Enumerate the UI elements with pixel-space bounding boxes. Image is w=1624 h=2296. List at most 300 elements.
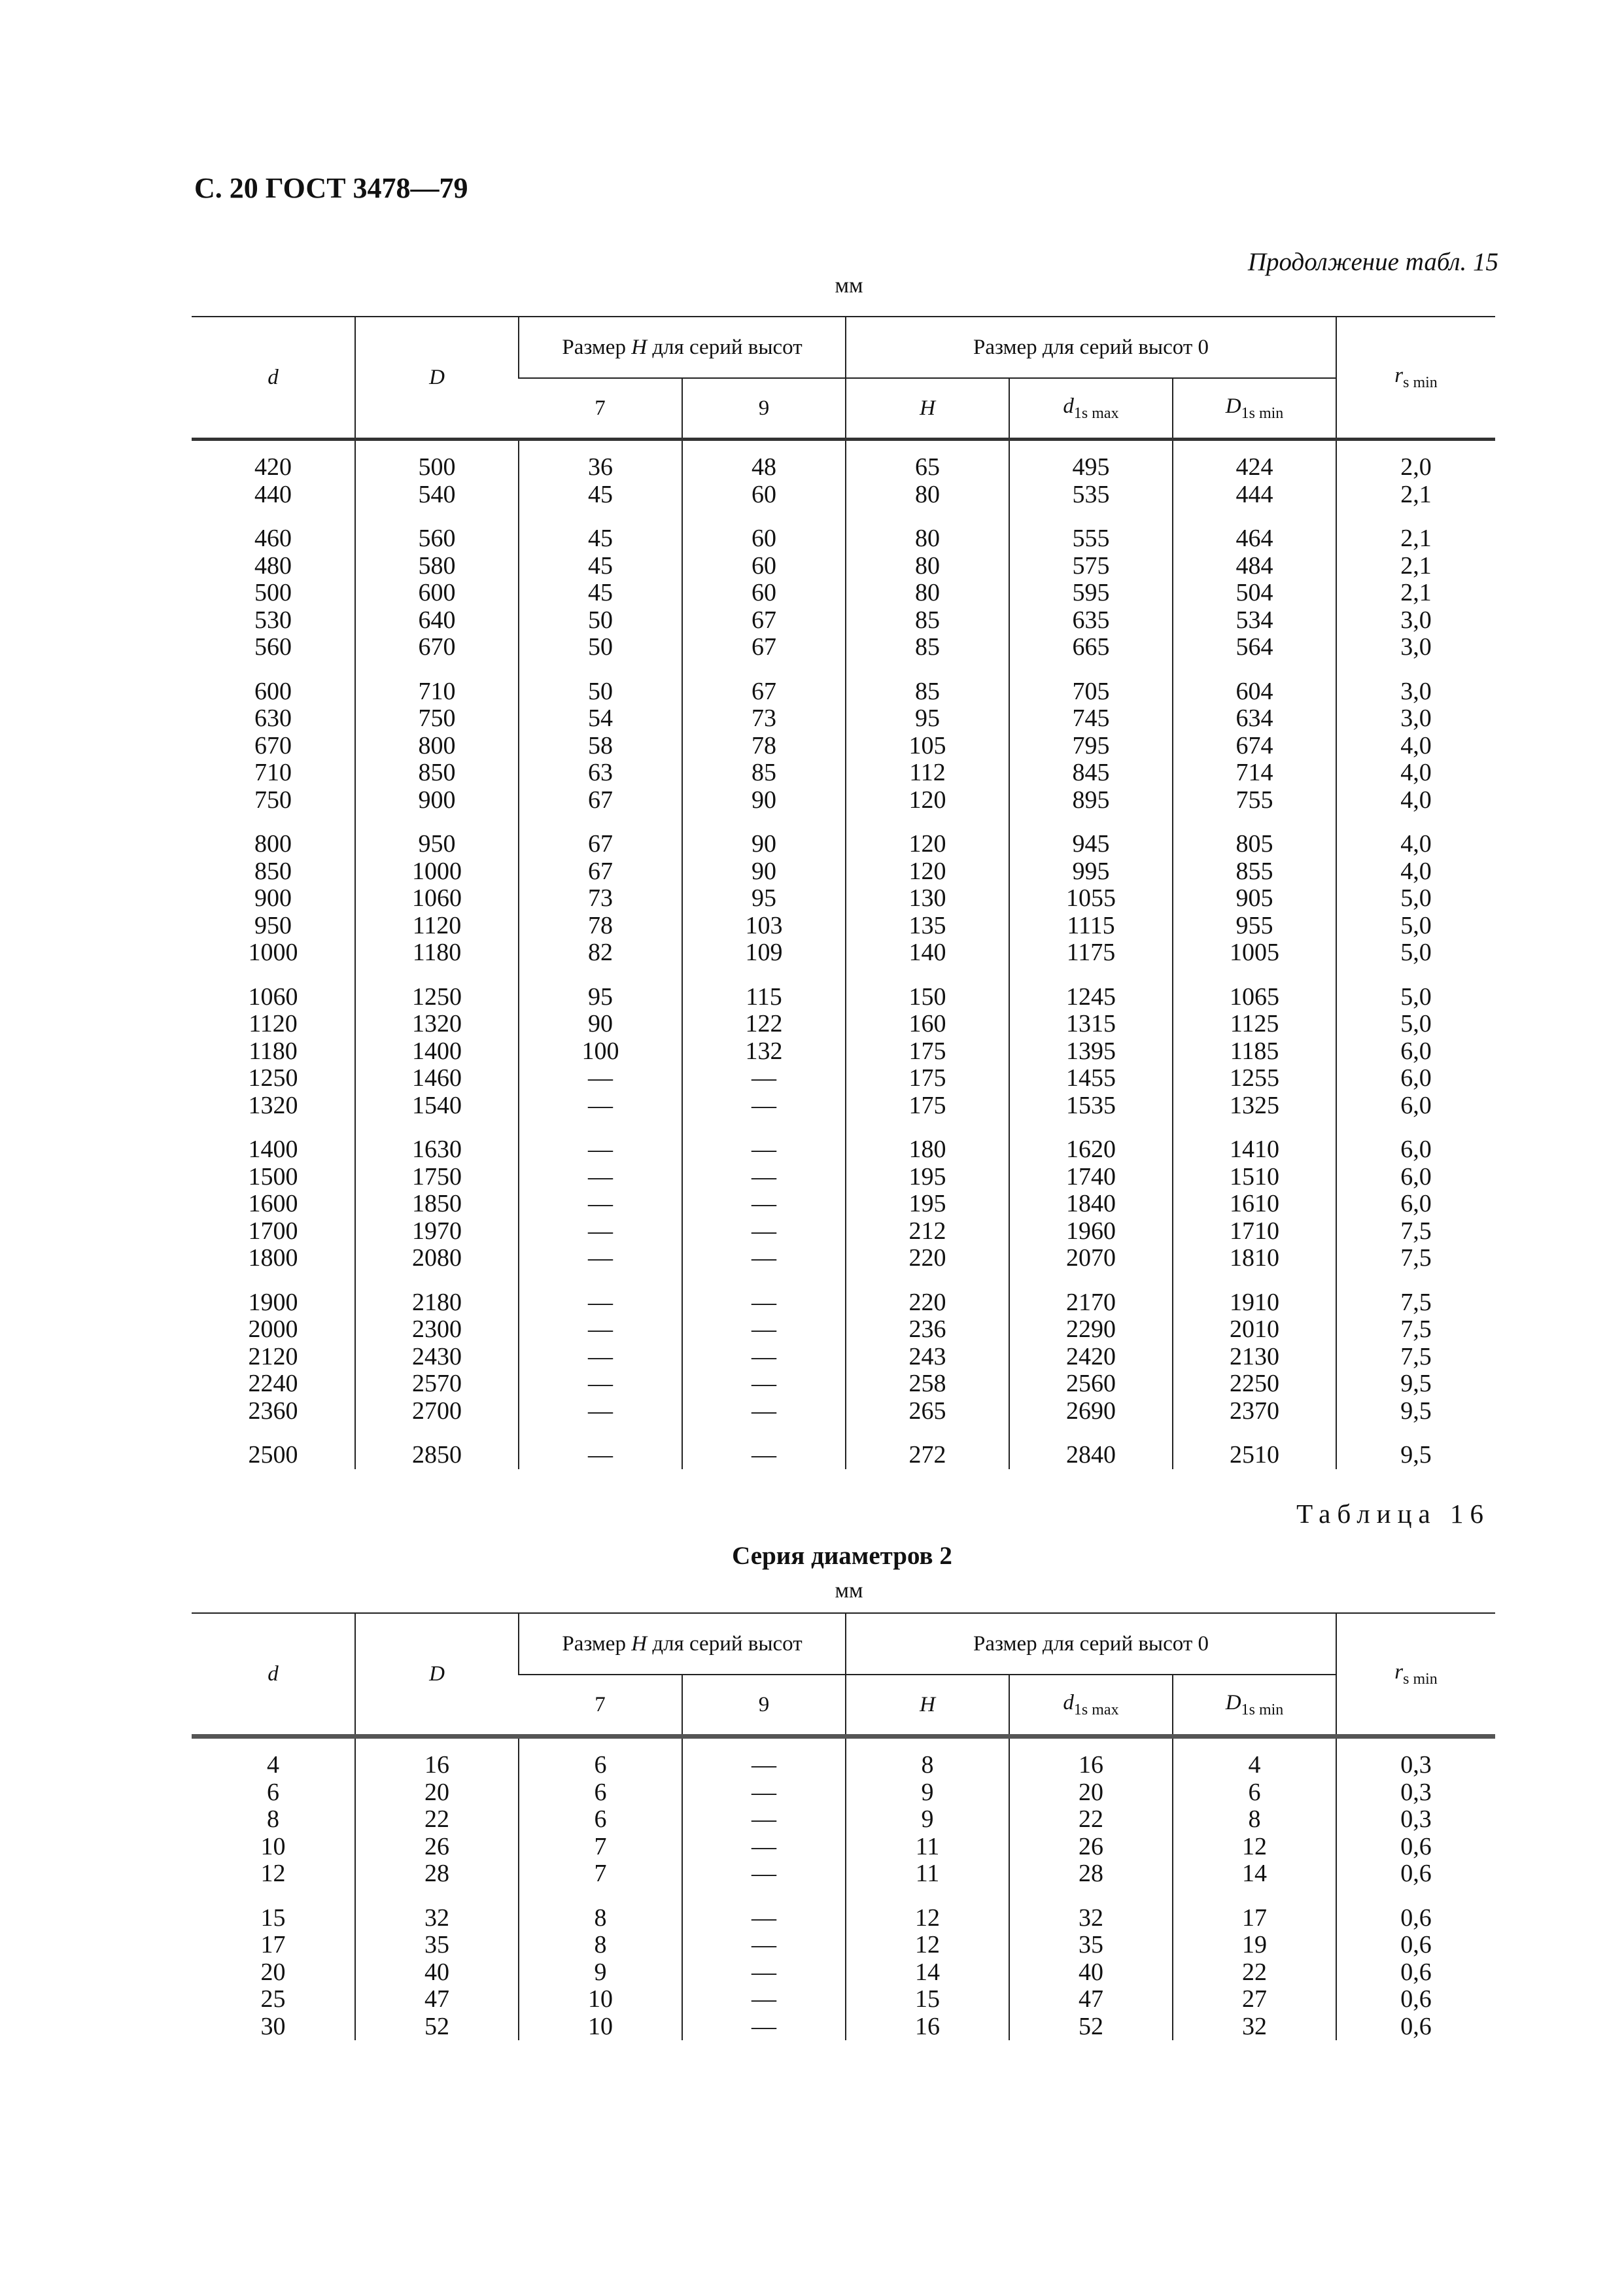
table-cell: 1320 bbox=[355, 1011, 519, 1038]
table-row bbox=[192, 440, 1495, 481]
table-cell: 850 bbox=[355, 759, 519, 787]
table-cell: 35 bbox=[1009, 1932, 1173, 1959]
table-row bbox=[192, 508, 1495, 553]
table-cell: 6,0 bbox=[1336, 1164, 1495, 1191]
table-cell: — bbox=[682, 1986, 846, 2013]
table-row bbox=[192, 1425, 1495, 1469]
table-cell: 955 bbox=[1173, 913, 1336, 940]
table-cell: 1175 bbox=[1009, 939, 1173, 967]
col-series-9: 9 bbox=[682, 1675, 846, 1737]
table-cell: 1255 bbox=[1173, 1065, 1336, 1092]
table-row bbox=[192, 1164, 1495, 1191]
table-cell: 800 bbox=[254, 830, 292, 858]
table-cell: 1610 bbox=[1173, 1191, 1336, 1218]
table-cell: 175 bbox=[846, 1092, 1009, 1120]
table-row bbox=[192, 1218, 1495, 1245]
table-cell: 26 bbox=[1009, 1834, 1173, 1861]
table-cell: 9,5 bbox=[1336, 1398, 1495, 1425]
table-cell: 6,0 bbox=[1336, 1092, 1495, 1120]
table-row bbox=[192, 1092, 1495, 1120]
table-cell: 15 bbox=[846, 1986, 1009, 2013]
table-row bbox=[192, 607, 1495, 635]
table-cell: 12 bbox=[846, 1932, 1009, 1959]
table-cell: 1120 bbox=[355, 913, 519, 940]
table-cell: 5,0 bbox=[1336, 967, 1495, 1011]
table-cell: 1960 bbox=[1009, 1218, 1173, 1245]
table-cell: 73 bbox=[519, 885, 682, 913]
table-cell: 674 bbox=[1173, 733, 1336, 760]
table-cell: 2420 bbox=[1009, 1344, 1173, 1371]
col-r-s-min: $r_{s min}$ bbox=[1336, 1613, 1495, 1737]
table-cell: 7,5 bbox=[1336, 1344, 1495, 1371]
table-cell: 710 bbox=[254, 759, 292, 786]
table-cell: 1245 bbox=[1009, 967, 1173, 1011]
table-cell: — bbox=[682, 1779, 846, 1807]
table-cell: 12 bbox=[1173, 1834, 1336, 1861]
table-cell: 85 bbox=[846, 661, 1009, 706]
table-cell: 272 bbox=[846, 1425, 1009, 1469]
table-row bbox=[192, 814, 1495, 858]
table-cell: 212 bbox=[846, 1218, 1009, 1245]
table-cell: — bbox=[519, 1272, 682, 1317]
table-cell: 665 bbox=[1009, 634, 1173, 661]
table-cell: 122 bbox=[682, 1011, 846, 1038]
table-cell: 50 bbox=[519, 634, 682, 661]
table-cell: 17 bbox=[1173, 1888, 1336, 1932]
table-row bbox=[192, 787, 1495, 814]
table-cell: 52 bbox=[355, 2013, 519, 2041]
table-cell: 500 bbox=[355, 440, 519, 481]
table-cell: 195 bbox=[846, 1191, 1009, 1218]
table-cell: 640 bbox=[355, 607, 519, 635]
table-cell: 175 bbox=[846, 1065, 1009, 1092]
table-cell: 0,6 bbox=[1336, 1959, 1495, 1987]
table-cell: 2120 bbox=[248, 1342, 298, 1370]
table-cell: 80 bbox=[846, 553, 1009, 580]
table-cell: 2560 bbox=[1009, 1370, 1173, 1398]
table-row bbox=[192, 1344, 1495, 1371]
table-cell: 900 bbox=[355, 787, 519, 814]
table-cell: 180 bbox=[846, 1119, 1009, 1164]
table-cell: 950 bbox=[355, 814, 519, 858]
table-cell: 1315 bbox=[1009, 1011, 1173, 1038]
table-cell: 0,6 bbox=[1336, 2013, 1495, 2041]
table-cell: — bbox=[519, 1065, 682, 1092]
table-cell: 0,6 bbox=[1336, 1932, 1495, 1959]
table-cell: 54 bbox=[519, 705, 682, 733]
table-cell: 25 bbox=[260, 1985, 286, 2013]
table-cell: 2570 bbox=[355, 1370, 519, 1398]
table-cell: 755 bbox=[1173, 787, 1336, 814]
table-cell: 530 bbox=[254, 606, 292, 634]
table-cell: 600 bbox=[254, 677, 292, 705]
table-cell: 95 bbox=[846, 705, 1009, 733]
table-cell: 220 bbox=[846, 1245, 1009, 1272]
col-d1s-max: $d_{1s max}$ bbox=[1009, 378, 1173, 440]
col-D: D bbox=[355, 317, 519, 440]
table-cell: 495 bbox=[1009, 440, 1173, 481]
table-16 bbox=[192, 1612, 1495, 2040]
col-D1s-min: $D_{1s min}$ bbox=[1173, 1675, 1336, 1737]
table-cell: 6,0 bbox=[1336, 1119, 1495, 1164]
table-cell: 540 bbox=[355, 481, 519, 509]
table-cell: 460 bbox=[254, 525, 292, 552]
table-cell: 1320 bbox=[248, 1091, 298, 1119]
table-row bbox=[192, 1011, 1495, 1038]
table-cell: 1060 bbox=[355, 885, 519, 913]
table-cell: 85 bbox=[846, 607, 1009, 635]
table-cell: 5,0 bbox=[1336, 1011, 1495, 1038]
table-cell: 90 bbox=[682, 814, 846, 858]
table-cell: — bbox=[682, 1425, 846, 1469]
table-row bbox=[192, 661, 1495, 706]
table-cell: 12 bbox=[846, 1888, 1009, 1932]
unit-label: мм bbox=[835, 273, 863, 298]
table-cell: 220 bbox=[846, 1272, 1009, 1317]
table-cell: 2130 bbox=[1173, 1344, 1336, 1371]
table-cell: 112 bbox=[846, 759, 1009, 787]
table-cell: 440 bbox=[254, 480, 292, 508]
table-cell: — bbox=[682, 1834, 846, 1861]
table-cell: 3,0 bbox=[1336, 634, 1495, 661]
table-cell: 2070 bbox=[1009, 1245, 1173, 1272]
table-cell: 1000 bbox=[248, 939, 298, 966]
table-cell: 895 bbox=[1009, 787, 1173, 814]
table-cell: 575 bbox=[1009, 553, 1173, 580]
table-cell: 35 bbox=[355, 1932, 519, 1959]
table-cell: 265 bbox=[846, 1398, 1009, 1425]
table-cell: 67 bbox=[682, 634, 846, 661]
table-cell: 73 bbox=[682, 705, 846, 733]
col-group-height-0: Размер для серий высот 0 bbox=[846, 317, 1336, 378]
table-cell: 1185 bbox=[1173, 1038, 1336, 1066]
table-row bbox=[192, 705, 1495, 733]
table-cell: 60 bbox=[682, 553, 846, 580]
table-cell: 1000 bbox=[355, 858, 519, 886]
table-cell: 50 bbox=[519, 607, 682, 635]
table-cell: 2,1 bbox=[1336, 553, 1495, 580]
table-row bbox=[192, 553, 1495, 580]
table-cell: 1620 bbox=[1009, 1119, 1173, 1164]
table-cell: 3,0 bbox=[1336, 661, 1495, 706]
table-cell: 1700 bbox=[248, 1217, 298, 1245]
table-cell: 2850 bbox=[355, 1425, 519, 1469]
table-cell: 12 bbox=[260, 1860, 286, 1887]
table-cell: — bbox=[682, 1932, 846, 1959]
table-row bbox=[192, 1737, 1495, 1779]
table-cell: 0,3 bbox=[1336, 1806, 1495, 1834]
table-cell: 47 bbox=[1009, 1986, 1173, 2013]
table-cell: 535 bbox=[1009, 481, 1173, 509]
table-cell: 555 bbox=[1009, 508, 1173, 553]
table-continuation-label: Продолжение табл. 15 bbox=[1247, 248, 1498, 276]
table-cell: 480 bbox=[254, 551, 292, 580]
table-cell: 22 bbox=[355, 1806, 519, 1834]
table-cell: 1250 bbox=[248, 1064, 298, 1092]
table-cell: 0,6 bbox=[1336, 1986, 1495, 2013]
table-cell: — bbox=[682, 1806, 846, 1834]
table-cell: 795 bbox=[1009, 733, 1173, 760]
table-cell: 5,0 bbox=[1336, 913, 1495, 940]
table-cell: 1900 bbox=[248, 1288, 298, 1316]
table-cell: 1120 bbox=[249, 1010, 298, 1037]
table-cell: 30 bbox=[260, 2012, 286, 2040]
table-cell: 2840 bbox=[1009, 1425, 1173, 1469]
table-cell: 1710 bbox=[1173, 1218, 1336, 1245]
col-d: d bbox=[192, 317, 355, 440]
table-cell: — bbox=[519, 1245, 682, 1272]
col-d1s-max: $d_{1s max}$ bbox=[1009, 1675, 1173, 1737]
table-cell: 714 bbox=[1173, 759, 1336, 787]
table-cell: 2430 bbox=[355, 1344, 519, 1371]
table-cell: — bbox=[519, 1370, 682, 1398]
table-cell: 5,0 bbox=[1336, 939, 1495, 967]
table-cell: 40 bbox=[355, 1959, 519, 1987]
table-cell: 7,5 bbox=[1336, 1245, 1495, 1272]
table-cell: 78 bbox=[682, 733, 846, 760]
table-cell: 2360 bbox=[248, 1397, 298, 1425]
table-cell: 705 bbox=[1009, 661, 1173, 706]
table-cell: 8 bbox=[519, 1888, 682, 1932]
table-cell: 45 bbox=[519, 481, 682, 509]
table-row bbox=[192, 939, 1495, 967]
table-cell: 7,5 bbox=[1336, 1316, 1495, 1344]
table-cell: 85 bbox=[846, 634, 1009, 661]
table-cell: 6 bbox=[519, 1737, 682, 1779]
table-cell: — bbox=[519, 1164, 682, 1191]
table-cell: 9 bbox=[519, 1959, 682, 1987]
table-row bbox=[192, 1245, 1495, 1272]
table-cell: — bbox=[682, 1065, 846, 1092]
table-cell: 6,0 bbox=[1336, 1038, 1495, 1066]
table-cell: 90 bbox=[682, 787, 846, 814]
table-cell: 8 bbox=[519, 1932, 682, 1959]
table-cell: 7,5 bbox=[1336, 1218, 1495, 1245]
table-cell: — bbox=[519, 1092, 682, 1120]
table-cell: 9 bbox=[846, 1806, 1009, 1834]
table-cell: — bbox=[682, 1272, 846, 1317]
table-body bbox=[192, 440, 1495, 1469]
table-cell: 26 bbox=[355, 1834, 519, 1861]
table-cell: — bbox=[682, 1398, 846, 1425]
table-cell: 1540 bbox=[355, 1092, 519, 1120]
table-cell: 945 bbox=[1009, 814, 1173, 858]
table-cell: 1630 bbox=[355, 1119, 519, 1164]
table-cell: 4,0 bbox=[1336, 759, 1495, 787]
table-cell: 630 bbox=[254, 704, 292, 732]
col-group-height-h: Размер H для серий высот bbox=[519, 1613, 846, 1675]
table-row bbox=[192, 1932, 1495, 1959]
table-cell: 905 bbox=[1173, 885, 1336, 913]
table-cell: 2250 bbox=[1173, 1370, 1336, 1398]
table-cell: 50 bbox=[519, 661, 682, 706]
table-row bbox=[192, 2013, 1495, 2041]
table-row bbox=[192, 1860, 1495, 1888]
table-cell: 22 bbox=[1173, 1959, 1336, 1987]
table-cell: 1500 bbox=[248, 1162, 298, 1191]
table-cell: 195 bbox=[846, 1164, 1009, 1191]
table-cell: 424 bbox=[1173, 440, 1336, 481]
table-cell: 17 bbox=[260, 1931, 286, 1958]
table-header bbox=[192, 317, 1495, 440]
table-cell: 1740 bbox=[1009, 1164, 1173, 1191]
table-cell: 1125 bbox=[1173, 1011, 1336, 1038]
table-cell: 2000 bbox=[248, 1315, 298, 1343]
table-row bbox=[192, 858, 1495, 886]
table-cell: 9,5 bbox=[1336, 1425, 1495, 1469]
table-row bbox=[192, 1191, 1495, 1218]
table-cell: 1850 bbox=[355, 1191, 519, 1218]
table-cell: 1535 bbox=[1009, 1092, 1173, 1120]
table-cell: 1840 bbox=[1009, 1191, 1173, 1218]
table-cell: 80 bbox=[846, 508, 1009, 553]
table-cell: — bbox=[682, 1164, 846, 1191]
table-row bbox=[192, 1806, 1495, 1834]
table-cell: 160 bbox=[846, 1011, 1009, 1038]
table-row bbox=[192, 1779, 1495, 1807]
table-cell: 6 bbox=[519, 1806, 682, 1834]
table-cell: 560 bbox=[254, 633, 292, 661]
table-cell: 52 bbox=[1009, 2013, 1173, 2041]
table-row bbox=[192, 1316, 1495, 1344]
table-cell: 8 bbox=[1173, 1806, 1336, 1834]
table-cell: 8 bbox=[846, 1737, 1009, 1779]
table-cell: 1410 bbox=[1173, 1119, 1336, 1164]
table-cell: 175 bbox=[846, 1038, 1009, 1066]
table-cell: 48 bbox=[682, 440, 846, 481]
table-cell: 1455 bbox=[1009, 1065, 1173, 1092]
table-cell: 65 bbox=[846, 440, 1009, 481]
table-cell: 1910 bbox=[1173, 1272, 1336, 1317]
table-cell: 19 bbox=[1173, 1932, 1336, 1959]
table-cell: 1060 bbox=[248, 983, 298, 1011]
table-cell: 500 bbox=[254, 579, 292, 606]
table-cell: 115 bbox=[682, 967, 846, 1011]
table-cell: 20 bbox=[260, 1958, 286, 1986]
table-cell: 1180 bbox=[249, 1037, 298, 1065]
table-cell: — bbox=[682, 1344, 846, 1371]
table-cell: 150 bbox=[846, 967, 1009, 1011]
table-cell: 45 bbox=[519, 553, 682, 580]
table-cell: 4 bbox=[1173, 1737, 1336, 1779]
table-cell: 27 bbox=[1173, 1986, 1336, 2013]
table-cell: 243 bbox=[846, 1344, 1009, 1371]
table-cell: 109 bbox=[682, 939, 846, 967]
table-cell: 16 bbox=[846, 2013, 1009, 2041]
table-cell: 1460 bbox=[355, 1065, 519, 1092]
table-row bbox=[192, 967, 1495, 1011]
table-cell: — bbox=[682, 1959, 846, 1987]
table-cell: — bbox=[519, 1316, 682, 1344]
table-cell: 444 bbox=[1173, 481, 1336, 509]
table-cell: — bbox=[519, 1344, 682, 1371]
table-cell: 2,1 bbox=[1336, 481, 1495, 509]
table-body bbox=[192, 1737, 1495, 2041]
table-cell: — bbox=[682, 1119, 846, 1164]
table-cell: 0,6 bbox=[1336, 1834, 1495, 1861]
table-cell: 1970 bbox=[355, 1218, 519, 1245]
table-cell: 14 bbox=[846, 1959, 1009, 1987]
table-cell: 10 bbox=[519, 2013, 682, 2041]
table-cell: 4 bbox=[267, 1751, 279, 1779]
table-cell: 6,0 bbox=[1336, 1065, 1495, 1092]
table-cell: 80 bbox=[846, 580, 1009, 607]
table-row bbox=[192, 1834, 1495, 1861]
table-cell: 1395 bbox=[1009, 1038, 1173, 1066]
table-cell: 90 bbox=[682, 858, 846, 886]
table-cell: 805 bbox=[1173, 814, 1336, 858]
table-cell: 800 bbox=[355, 733, 519, 760]
table-cell: 750 bbox=[254, 786, 292, 814]
table-cell: 47 bbox=[355, 1986, 519, 2013]
table-cell: — bbox=[682, 1245, 846, 1272]
table-cell: 7,5 bbox=[1336, 1272, 1495, 1317]
col-group-height-0: Размер для серий высот 0 bbox=[846, 1613, 1336, 1675]
table-cell: 534 bbox=[1173, 607, 1336, 635]
table-cell: 11 bbox=[846, 1834, 1009, 1861]
table-row bbox=[192, 634, 1495, 661]
table-cell: — bbox=[682, 1191, 846, 1218]
table-row bbox=[192, 1119, 1495, 1164]
table-row bbox=[192, 1888, 1495, 1932]
table-cell: 80 bbox=[846, 481, 1009, 509]
table-cell: 140 bbox=[846, 939, 1009, 967]
table-cell: 95 bbox=[519, 967, 682, 1011]
table-row bbox=[192, 733, 1495, 760]
table-cell: 58 bbox=[519, 733, 682, 760]
table-cell: 0,6 bbox=[1336, 1888, 1495, 1932]
table-cell: 2170 bbox=[1009, 1272, 1173, 1317]
table-cell: 0,3 bbox=[1336, 1737, 1495, 1779]
table-cell: 16 bbox=[355, 1737, 519, 1779]
table-cell: — bbox=[682, 1370, 846, 1398]
table-cell: 20 bbox=[1009, 1779, 1173, 1807]
table-cell: 67 bbox=[682, 661, 846, 706]
table-cell: 2510 bbox=[1173, 1425, 1336, 1469]
table-cell: 132 bbox=[682, 1038, 846, 1066]
table-cell: 2,1 bbox=[1336, 508, 1495, 553]
table-row bbox=[192, 580, 1495, 607]
table-cell: 60 bbox=[682, 580, 846, 607]
table-cell: 5,0 bbox=[1336, 885, 1495, 913]
table-cell: 2080 bbox=[355, 1245, 519, 1272]
table-cell: 32 bbox=[1009, 1888, 1173, 1932]
table-cell: — bbox=[519, 1398, 682, 1425]
table-cell: 995 bbox=[1009, 858, 1173, 886]
col-H: H bbox=[846, 1675, 1009, 1737]
table-row bbox=[192, 1398, 1495, 1425]
table-cell: 1600 bbox=[248, 1190, 298, 1217]
table-cell: 2370 bbox=[1173, 1398, 1336, 1425]
table-cell: 710 bbox=[355, 661, 519, 706]
table-cell: 16 bbox=[1009, 1737, 1173, 1779]
table-cell: 4,0 bbox=[1336, 733, 1495, 760]
table-cell: 1055 bbox=[1009, 885, 1173, 913]
col-series-7: 7 bbox=[519, 1675, 682, 1737]
table-cell: 604 bbox=[1173, 661, 1336, 706]
table-cell: 634 bbox=[1173, 705, 1336, 733]
col-r-s-min: $r_{s min}$ bbox=[1336, 317, 1495, 440]
table-cell: 2010 bbox=[1173, 1316, 1336, 1344]
table-cell: 2500 bbox=[248, 1441, 298, 1469]
table-cell: 670 bbox=[254, 731, 292, 759]
table-cell: 8 bbox=[267, 1805, 279, 1833]
table-cell: 9 bbox=[846, 1779, 1009, 1807]
table-cell: — bbox=[519, 1191, 682, 1218]
table-cell: 0,3 bbox=[1336, 1779, 1495, 1807]
table-cell: 60 bbox=[682, 508, 846, 553]
table-cell: 1250 bbox=[355, 967, 519, 1011]
